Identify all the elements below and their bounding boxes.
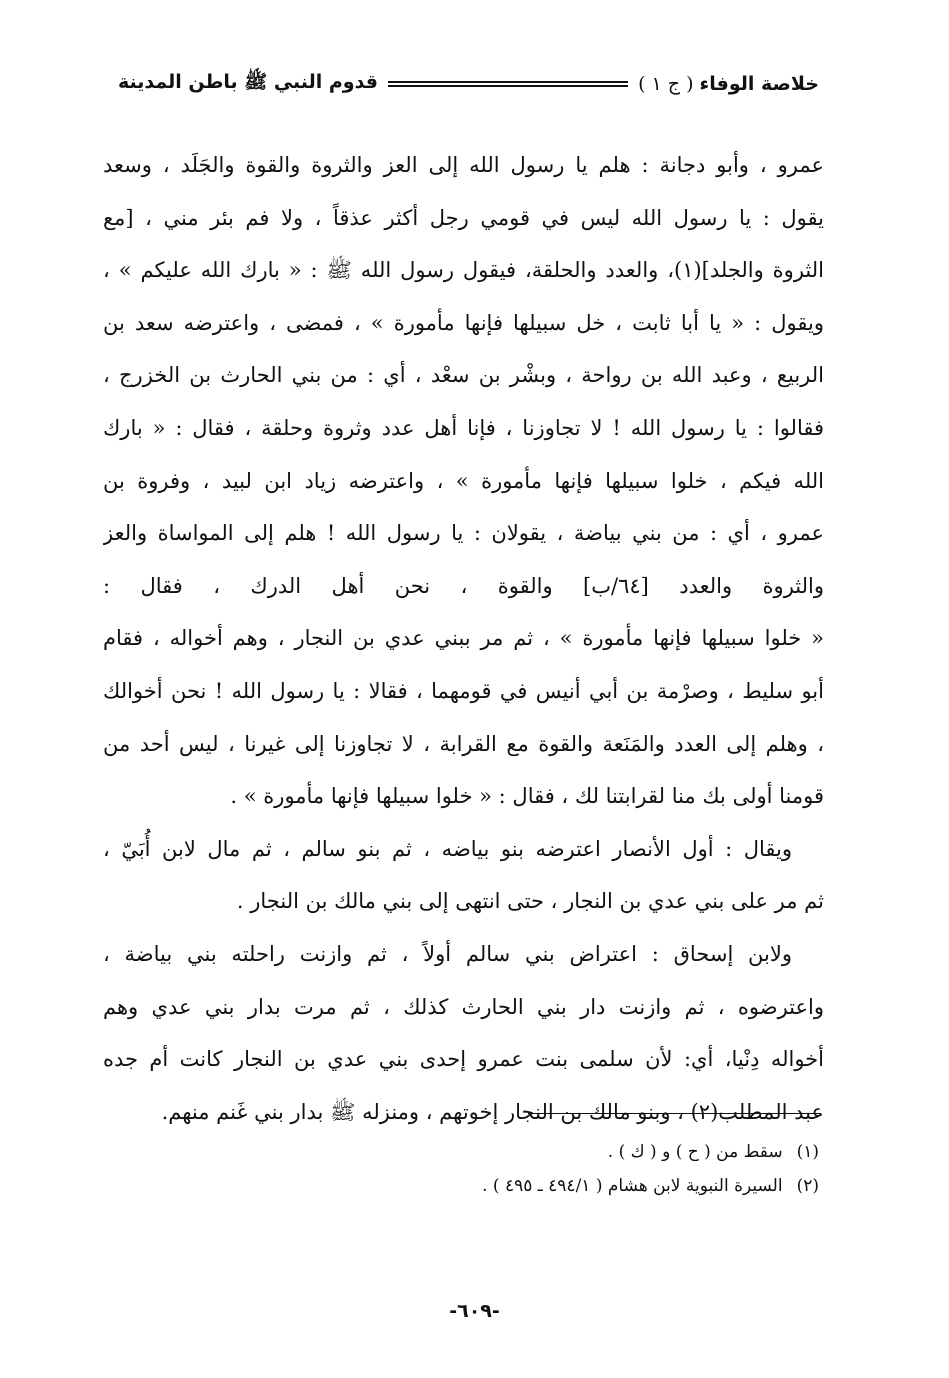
header-volume: ( ج ١ ): [638, 73, 694, 95]
text-line: عمرو ، وأبو دجانة : هلم يا رسول الله إلى العز والثروة والقوة والجَلَد ، وسعد: [103, 153, 824, 177]
footnote-text: سقط من ( ح ) و ( ك ) .: [607, 1142, 783, 1162]
running-header: [118, 62, 819, 106]
footnote-separator: [528, 1113, 821, 1114]
header-book-title: خلاصة الوفاء: [699, 73, 819, 95]
text-line: قومنا أولى بك منا لقرابتنا لك ، فقال : « خلوا سبيلها فإنها مأمورة » .: [230, 784, 824, 809]
text-line: الربيع ، وعبد الله بن رواحة ، وبشْر بن سعْد ، أي : من بني الحارث بن الخزرج ،: [103, 363, 824, 388]
footnote-number: (١): [796, 1142, 819, 1162]
text-line: واعترضوه ، ثم وازنت دار بني الحارث كذلك ، ثم مرت بدار بني عدي وهم: [103, 994, 824, 1019]
text-line: يقول : يا رسول الله ليس في قومي رجل أكثر عذقاً ، ولا فم بئر مني ، [مع: [103, 205, 824, 230]
footnotes: [103, 1135, 819, 1203]
header-rule: [388, 81, 628, 87]
text-line: فقالوا : يا رسول الله ! لا تجاوزنا ، فإنا أهل عدد وثروة وحلقة ، فقال : « بارك: [103, 415, 824, 440]
text-line: ، وهلم إلى العدد والمَنَعة والقوة مع القرابة ، لا تجاوزنا إلى غيرنا ، ليس أحد من: [103, 731, 824, 756]
text-line: ثم مر على بني عدي بن النجار ، حتى انتهى إلى بني مالك بن النجار .: [236, 889, 824, 914]
text-line: عبد المطلب(٢) ، وبنو مالك بن النجار إخوتهم ، ومنزله ﷺ بدار بني غَنم منهم.: [161, 1099, 824, 1124]
text-line: عمرو ، أي : من بني بياضة ، يقولان : يا رسول الله ! هلم إلى المواساة والعز: [103, 521, 824, 546]
text-line: والثروة والعدد [٦٤/ب] والقوة ، نحن أهل الدرك ، فقال :: [103, 573, 824, 598]
footnote-number: (٢): [796, 1176, 819, 1196]
text-line: الثروة والجلد](١)، والعدد والحلقة، فيقول رسول الله ﷺ : « بارك الله عليكم » ،: [103, 258, 824, 283]
text-line: أبو سليط ، وصرْمة بن أبي أنيس في قومهما ، فقالا : يا رسول الله ! نحن أخوالك: [103, 678, 824, 703]
text-line: الله فيكم ، خلوا سبيلها فإنها مأمورة » ، واعترضه زياد ابن لبيد ، وفروة بن: [103, 468, 824, 493]
page-number: -٦٠٩-: [449, 1300, 500, 1322]
text-line: « خلوا سبيلها فإنها مأمورة » ، ثم مر ببني عدي بن النجار ، وهم أخواله ، فقام: [103, 626, 824, 651]
header-chapter-title: قدوم النبي ﷺ باطن المدينة: [118, 71, 378, 93]
main-text: [103, 139, 824, 1138]
text-line: ويقول : « يا أبا ثابت ، خل سبيلها فإنها مأمورة » ، فمضى ، واعترضه سعد بن: [103, 310, 824, 335]
footnote-text: السيرة النبوية لابن هشام ( ٤٩٤/١ ـ ٤٩٥ ) .: [482, 1176, 783, 1196]
text-line: ويقال : أول الأنصار اعترضه بنو بياضه ، ثم بنو سالم ، ثم مال لابن أُبَيّ ،: [103, 836, 792, 861]
footnote: [103, 1169, 819, 1203]
text-line: أخواله دِنْيا، أي: لأن سلمى بنت عمرو إحدى بني عدي بن النجار كانت أم جده: [103, 1047, 824, 1072]
footnote: [103, 1135, 819, 1169]
text-line: ولابن إسحاق : اعتراض بني سالم أولاً ، ثم وازنت راحلته بني بياضة ،: [103, 941, 792, 966]
